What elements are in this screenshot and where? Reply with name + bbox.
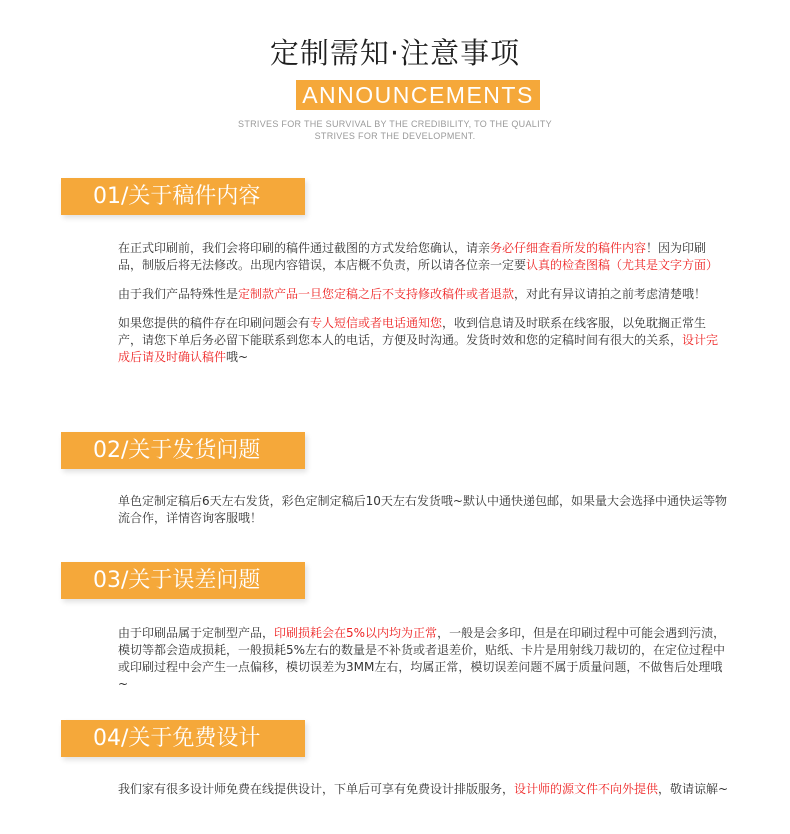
section-4-title: 04/关于免费设计: [93, 726, 261, 751]
highlight-text: 专人短信或者电话通知您: [310, 316, 443, 330]
section-1-title: 01/关于稿件内容: [93, 184, 261, 209]
highlight-text: 设计师的源文件不向外提供: [514, 782, 659, 796]
body-text: 由于我们产品特殊性是: [118, 287, 239, 301]
body-text: 由于印刷品属于定制型产品，: [118, 626, 275, 640]
section-2-body: [118, 493, 730, 539]
highlight-text: 设计完成后请及时确认稿件: [118, 333, 719, 364]
section-1-paragraph: [118, 240, 730, 274]
section-1-body: [118, 240, 730, 378]
body-text: ，一般是会多印，但是在印刷过程中可能会遇到污渍，模切等都会造成损耗，一般损耗5%左右的数量是不补货或者退差价，贴纸、卡片是用射线刀裁切的，在定位过程中或印刷过程中会产生一点偏移，模切误差为3MM左右，均属正常，模切误差问题不属于质量问题，不做售后处理哦~: [118, 626, 726, 691]
body-text: 如果您提供的稿件存在印刷问题会有: [118, 316, 311, 330]
body-text: ，敬请谅解~: [658, 782, 729, 796]
tagline-line-1: STRIVES FOR THE SURVIVAL BY THE CREDIBILITY, TO THE QUALITY: [238, 119, 552, 129]
section-4-header: [61, 720, 305, 757]
section-3-body: [118, 625, 730, 705]
body-text: 单色定制定稿后6天左右发货，彩色定制定稿后10天左右发货哦~默认中通快递包邮，如果量大会选择中通快运等物流合作，详情咨询客服哦！: [118, 494, 727, 525]
body-text: 在正式印刷前，我们会将印刷的稿件通过截图的方式发给您确认，请亲: [118, 241, 491, 255]
announcements-banner: ANNOUNCEMENTS: [296, 80, 540, 110]
page-title: 定制需知·注意事项: [269, 36, 521, 70]
section-1-paragraph: [118, 315, 730, 366]
highlight-text: 务必仔细查看所发的稿件内容: [490, 241, 647, 255]
section-3-header: [61, 562, 305, 599]
section-3-title: 03/关于误差问题: [93, 568, 261, 593]
section-1-paragraph: [118, 286, 730, 303]
section-4-paragraph: [118, 781, 730, 798]
section-2-header: [61, 432, 305, 469]
section-2-paragraph: [118, 493, 730, 527]
section-2-title: 02/关于发货问题: [93, 438, 261, 463]
body-text: 哦~: [226, 350, 249, 364]
highlight-text: 认真的检查图稿（尤其是文字方面）: [526, 258, 719, 272]
body-text: ！因为印刷品，制版后将无法修改。出现内容错误，本店概不负责，所以请各位亲一定要: [118, 241, 707, 272]
body-text: ，对此有异议请拍之前考虑清楚哦！: [514, 287, 707, 301]
highlight-text: 定制款产品一旦您定稿之后不支持修改稿件或者退款: [238, 287, 515, 301]
section-4-body: [118, 781, 730, 810]
section-1-header: [61, 178, 305, 215]
highlight-text: 印刷损耗会在5%以内均为正常: [274, 626, 438, 640]
section-3-paragraph: [118, 625, 730, 693]
tagline-line-2: STRIVES FOR THE DEVELOPMENT.: [314, 131, 476, 141]
body-text: ，收到信息请及时联系在线客服，以免耽搁正常生产，请您下单后务必留下能联系到您本人的电话，方便及时沟通。发货时效和您的定稿时间有很大的关系，: [118, 316, 707, 347]
body-text: 我们家有很多设计师免费在线提供设计，下单后可享有免费设计排版服务，: [118, 782, 515, 796]
